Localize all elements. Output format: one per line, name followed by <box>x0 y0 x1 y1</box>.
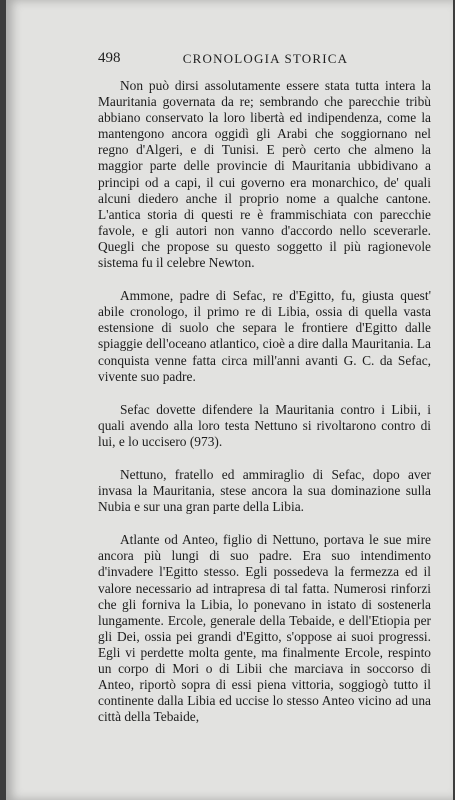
book-page <box>6 0 453 800</box>
paragraph: Ammone, padre di Sefac, re d'Egitto, fu, giusta quest' abile cronologo, il primo re di Libia, ossia di quella vasta estensione di suolo che separa le frontiere d'Egitto dalle spiaggie dell'oceano atlantico, cioè a dire dalla Mauritania. La conquista venne fatta circa mill'anni avanti G. C. da Sefac, vivente suo padre. <box>98 288 431 384</box>
page-number: 498 <box>98 50 121 66</box>
paragraph: Non può dirsi assolutamente essere stata tutta intera la Mauritania governata da re; sembrando che parecchie tribù abbiano conservato la loro libertà ed indipendenza, come la mantengono ancora oggidì gli Arabi che soggiornano nel regno d'Algeri, e di Tunisi. E però certo che almeno la maggior parte delle provincie di Mauritania ubbidivano a principi od a capi, il cui governo era monarchico, de' quali alcuni diedero anche il proprio nome a qualche cantone. L'antica storia di questi re è frammischiata con parecchie favole, e gli autori non vanno d'accordo nello sceverarle. Quegli che propose su questo soggetto il più ragionevole sistema fu il celebre Newton. <box>98 78 431 271</box>
paragraph: Nettuno, fratello ed ammiraglio di Sefac, dopo aver invasa la Mauritania, stese ancora la sua dominazione sulla Nubia e sur una gran parte della Libia. <box>98 466 431 515</box>
paragraph: Atlante od Anteo, figlio di Nettuno, portava le sue mire ancora più lungi di suo padre. Era suo intendimento d'invadere l'Egitto stesso. Egli possedeva la fermezza ed il valore necessario ad intrapresa di tal fatta. Numerosi rinforzi che gli forniva la Libia, lo ponevano in istato di sostenerla lungamente. Ercole, generale della Tebaide, e dell'Etiopia per gli Dei, ossia pei grandi d'Egitto, s'oppose ai suoi progressi. Egli vi perdette molta gente, ma finalmente Ercole, respinto un corpo di Mori o di Libii che marciava in soccorso di Anteo, riportò sopra di essi piena vittoria, soggiogò tutto il continente dalla Libia ed uccise lo stesso Anteo vicino ad una città della Tebaide, <box>98 532 431 725</box>
page-header <box>98 50 433 70</box>
paragraph: Sefac dovette difendere la Mauritania contro i Libii, i quali avendo alla loro testa Nettuno si rivoltarono contro di lui, e lo uccisero (973). <box>98 401 431 449</box>
body-text <box>98 78 431 742</box>
running-head: CRONOLOGIA STORICA <box>182 51 349 66</box>
